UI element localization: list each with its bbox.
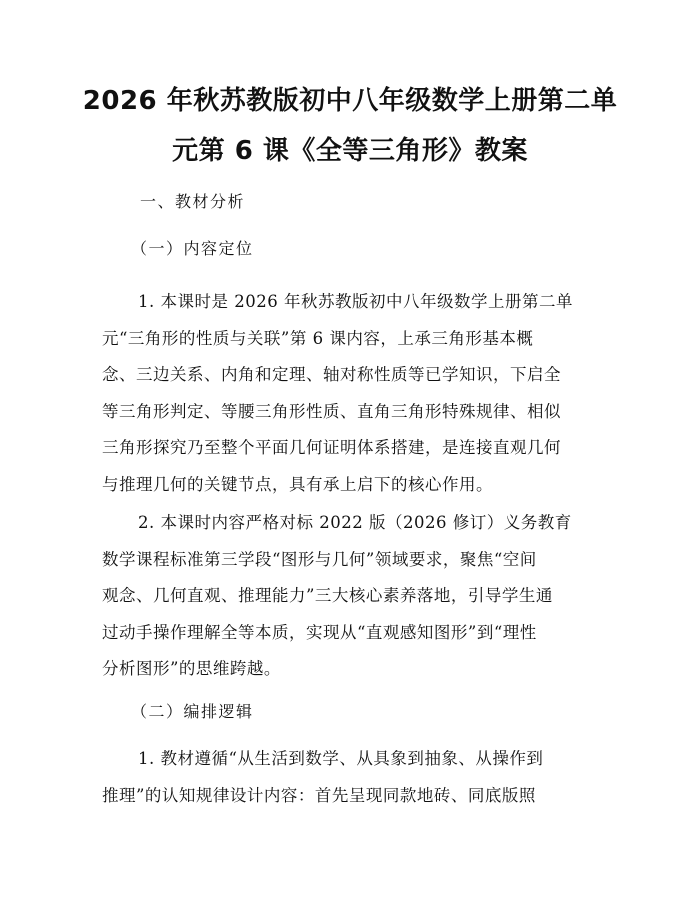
paragraph-2: [102, 505, 622, 688]
document-title-line-1: 2026 年秋苏教版初中八年级数学上册第二单: [82, 86, 618, 116]
section-heading-textbook-analysis: 一、教材分析: [140, 192, 246, 211]
paragraph-1: [102, 284, 622, 504]
paragraph-1-line: 1. 本课时是 2026 年秋苏教版初中八年级数学上册第二单: [138, 292, 573, 311]
paragraph-1-line: 等三角形判定、等腰三角形性质、直角三角形特殊规律、相似: [102, 401, 561, 421]
paragraph-2-line: 过动手操作理解全等本质，实现从“直观感知图形”到“理性: [102, 622, 537, 642]
paragraph-1-line: 与推理几何的关键节点，具有承上启下的核心作用。: [102, 474, 493, 494]
paragraph-1-line: 三角形探究乃至整个平面几何证明体系搭建，是连接直观几何: [102, 438, 561, 458]
subsection-heading-content-positioning: （一）内容定位: [131, 239, 254, 258]
paragraph-1-line: 元“三角形的性质与关联”第 6 课内容，上承三角形基本概: [102, 328, 534, 348]
paragraph-1-line: 念、三边关系、内角和定理、轴对称性质等已学知识，下启全: [102, 365, 561, 385]
paragraph-3: [102, 741, 622, 814]
subsection-heading-arrangement-logic: （二）编排逻辑: [131, 702, 254, 721]
paragraph-3-line: 1. 教材遵循“从生活到数学、从具象到抽象、从操作到: [138, 749, 544, 768]
document-title-line-2: 元第 6 课《全等三角形》教案: [172, 136, 528, 166]
paragraph-2-line: 数学课程标准第三学段“图形与几何”领域要求，聚焦“空间: [102, 549, 537, 569]
paragraph-2-line: 分析图形”的思维跨越。: [102, 659, 281, 679]
paragraph-3-line: 推理”的认知规律设计内容：首先呈现同款地砖、同底版照: [102, 785, 536, 805]
paragraph-2-line: 观念、几何直观、推理能力”三大核心素养落地，引导学生通: [102, 586, 553, 606]
paragraph-2-line: 2. 本课时内容严格对标 2022 版（2026 修订）义务教育: [138, 513, 572, 532]
